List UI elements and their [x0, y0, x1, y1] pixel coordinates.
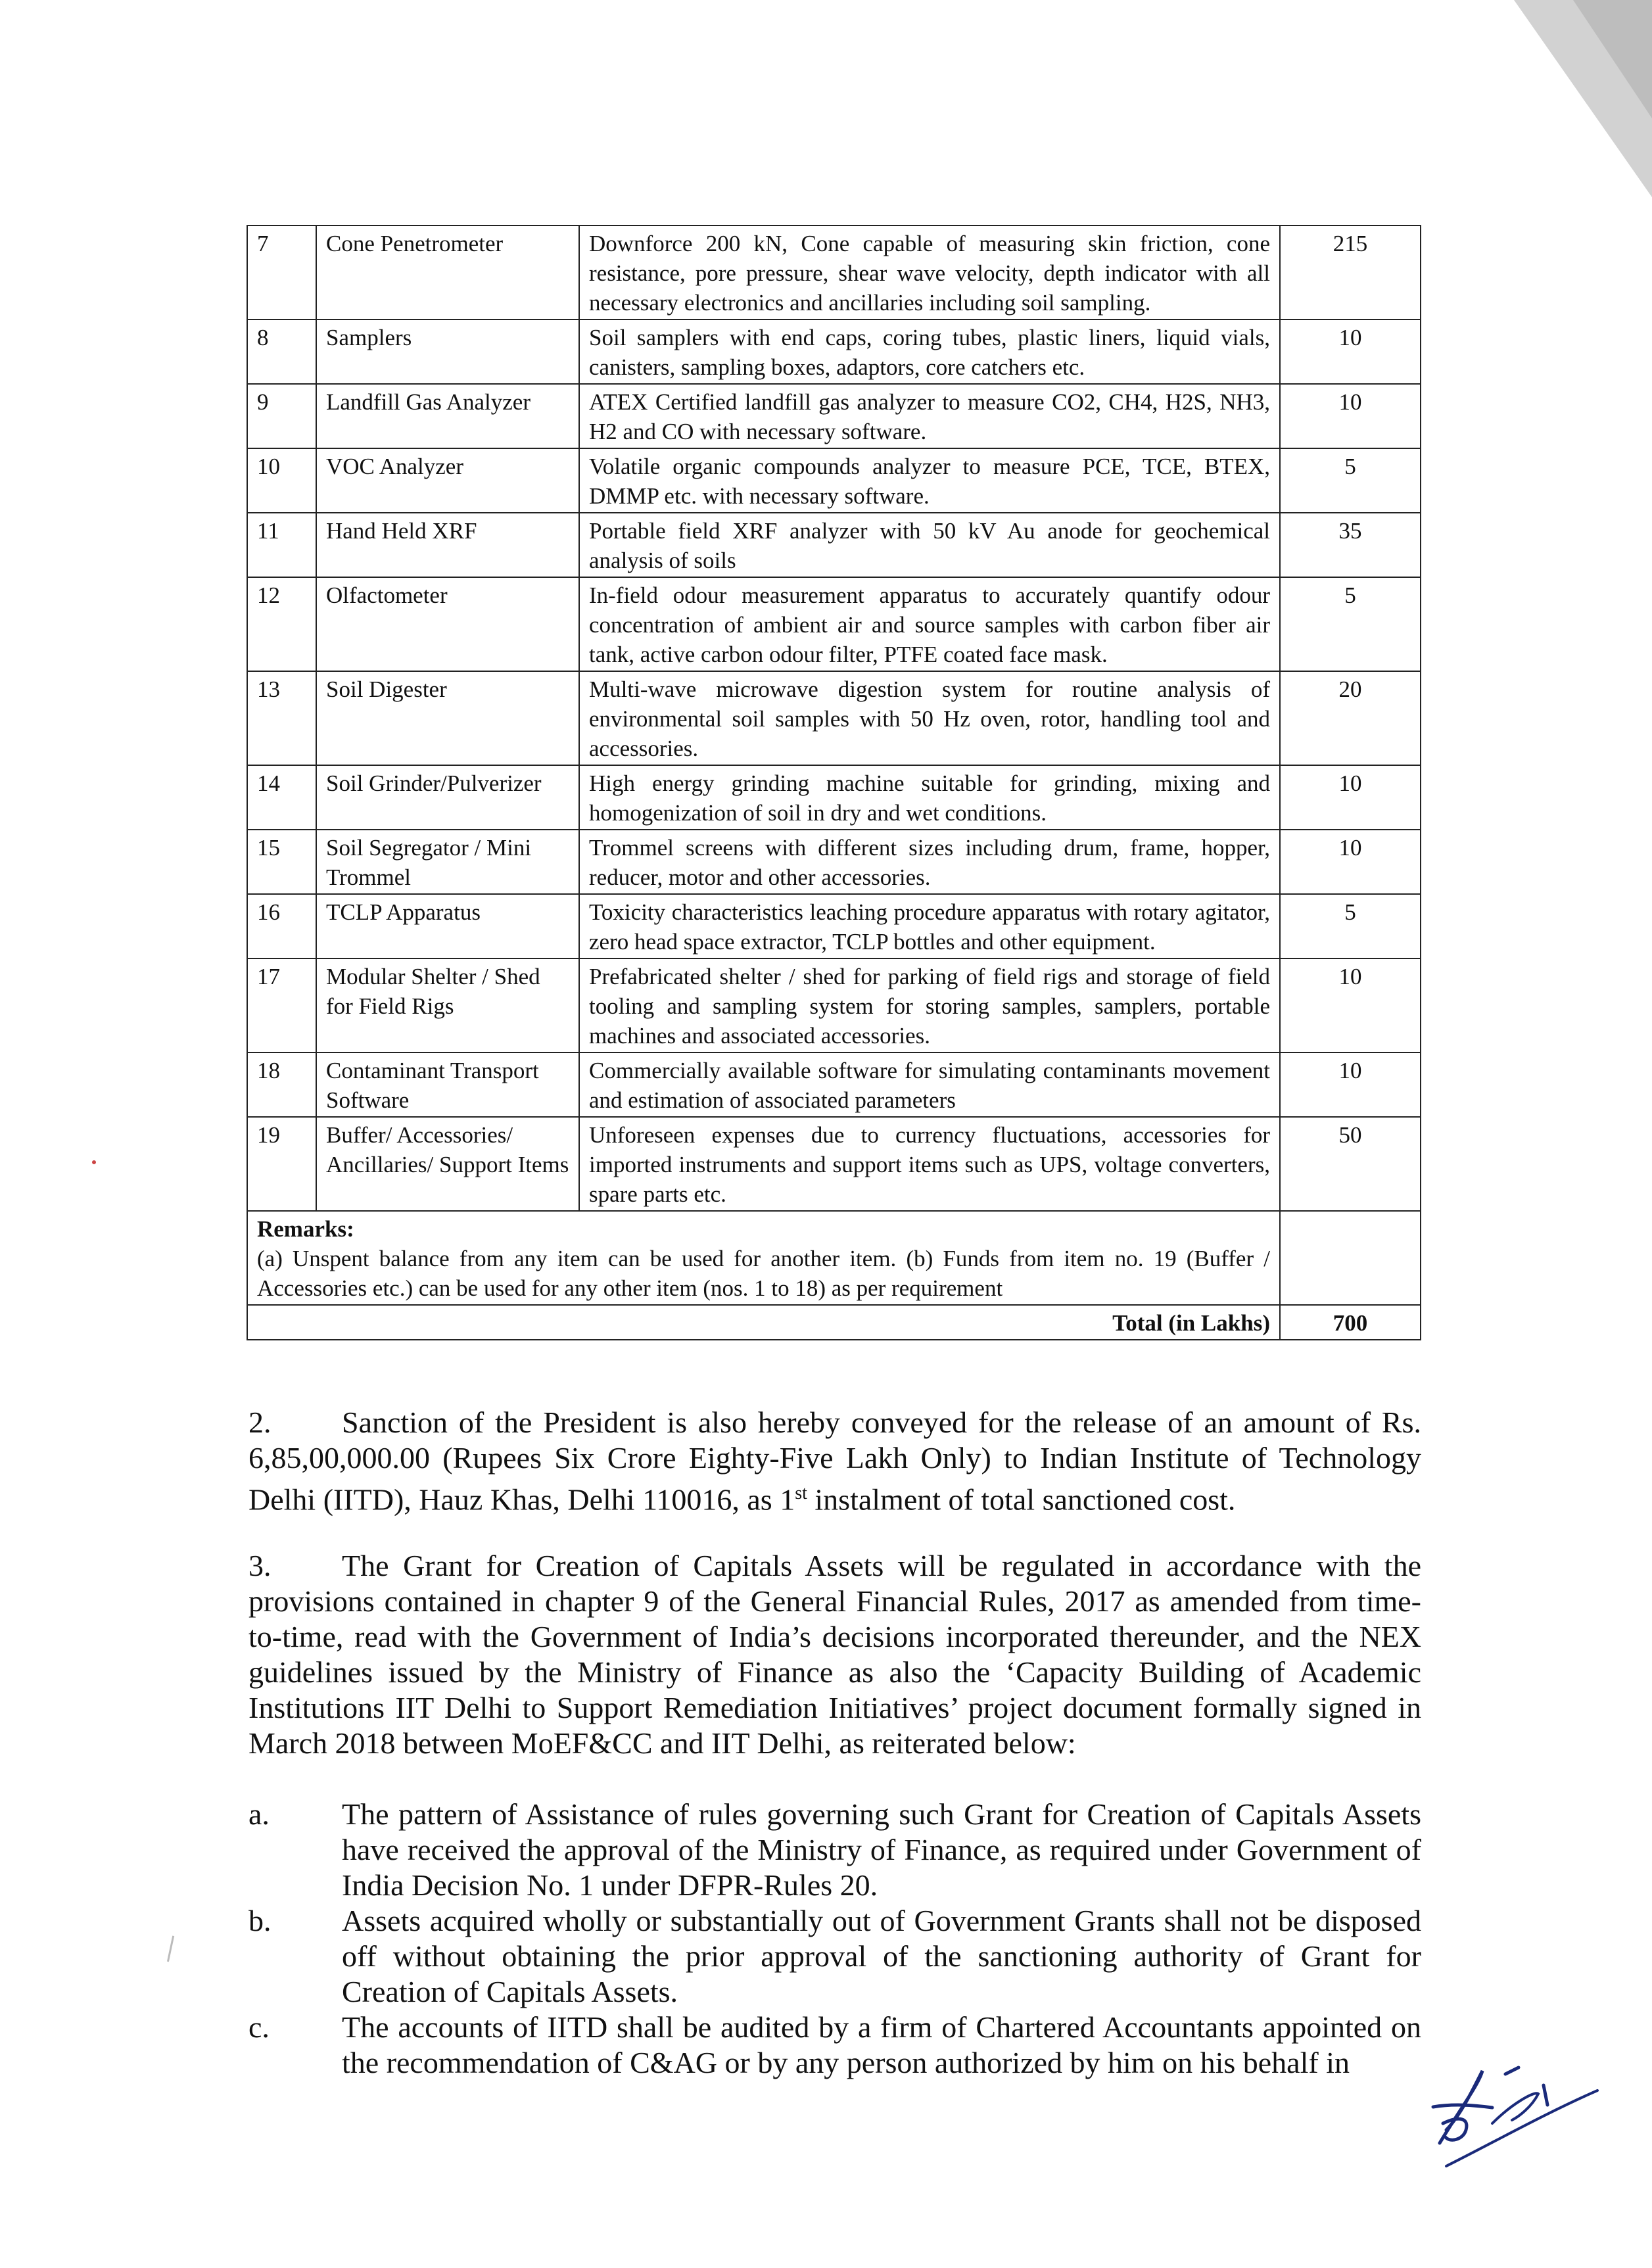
item-description-cell: High energy grinding machine suitable for grinding, mixing and homogenization of soil in dry and wet conditions.	[579, 765, 1280, 830]
table-row	[247, 384, 1421, 448]
table-row	[247, 958, 1421, 1052]
item-number-cell: 14	[247, 765, 316, 830]
item-description-cell: Downforce 200 kN, Cone capable of measuring skin friction, cone resistance, pore pressure, shear wave velocity, depth indicator with all necessary electronics and ancillaries including soil sampling.	[579, 225, 1280, 319]
item-number-cell: 19	[247, 1117, 316, 1211]
paragraph-2-text-b: instalment of total sanctioned cost.	[807, 1482, 1236, 1517]
item-amount-cell: 20	[1280, 671, 1421, 765]
paragraph-3-number: 3.	[248, 1549, 271, 1582]
paragraph-3	[248, 1548, 1421, 1761]
items-table	[247, 225, 1421, 1340]
table-row	[247, 319, 1421, 384]
total-value: 700	[1280, 1305, 1421, 1340]
table-row	[247, 894, 1421, 958]
table-row	[247, 448, 1421, 513]
item-amount-cell: 10	[1280, 319, 1421, 384]
item-number-cell: 17	[247, 958, 316, 1052]
item-amount-cell: 5	[1280, 448, 1421, 513]
item-description-cell: Toxicity characteristics leaching procedure apparatus with rotary agitator, zero head space extractor, TCLP bottles and other equipment.	[579, 894, 1280, 958]
item-amount-cell: 10	[1280, 765, 1421, 830]
total-row	[247, 1305, 1421, 1340]
total-label: Total (in Lakhs)	[247, 1305, 1280, 1340]
item-description-cell: Trommel screens with different sizes including drum, frame, hopper, reducer, motor and other accessories.	[579, 830, 1280, 894]
item-number-cell: 12	[247, 577, 316, 671]
list-item-a-text: The pattern of Assistance of rules governing such Grant for Creation of Capitals Assets have received the approval of the Ministry of Finance, as required under Government of India Decision No. 1 under DFPR-Rules 20.	[342, 1797, 1421, 1902]
item-amount-cell: 5	[1280, 894, 1421, 958]
table-row	[247, 1052, 1421, 1117]
remarks-amount-cell	[1280, 1211, 1421, 1305]
item-number-cell: 11	[247, 513, 316, 577]
item-number-cell: 18	[247, 1052, 316, 1117]
table-row	[247, 671, 1421, 765]
item-description-cell: Commercially available software for simulating contaminants movement and estimation of associated parameters	[579, 1052, 1280, 1117]
item-amount-cell: 35	[1280, 513, 1421, 577]
item-name-cell: Cone Penetrometer	[316, 225, 579, 319]
item-description-cell: Volatile organic compounds analyzer to measure PCE, TCE, BTEX, DMMP etc. with necessary software.	[579, 448, 1280, 513]
item-number-cell: 7	[247, 225, 316, 319]
list-item-b-text: Assets acquired wholly or substantially out of Government Grants shall not be disposed off without obtaining the prior approval of the sanctioning authority of Grant for Creation of Capitals Assets.	[342, 1904, 1421, 2008]
item-name-cell: VOC Analyzer	[316, 448, 579, 513]
item-amount-cell: 10	[1280, 830, 1421, 894]
list-item-b-letter: b.	[248, 1904, 271, 1937]
paragraph-2-superscript: st	[795, 1483, 807, 1503]
item-description-cell: ATEX Certified landfill gas analyzer to measure CO2, CH4, H2S, NH3, H2 and CO with necessary software.	[579, 384, 1280, 448]
paragraph-2-text-a: Sanction of the President is also hereby conveyed for the release of an amount of Rs. 6,85,00,000.00 (Rupees Six Crore Eighty-Five Lakh Only) to Indian Institute of Technology Delhi (IITD), Hauz Khas, Delhi 110016, as 1	[248, 1406, 1421, 1517]
list-item-c	[248, 2010, 1421, 2081]
item-number-cell: 8	[247, 319, 316, 384]
item-name-cell: Contaminant Transport Software	[316, 1052, 579, 1117]
list-item-a	[248, 1797, 1421, 1903]
item-description-cell: Multi-wave microwave digestion system for routine analysis of environmental soil samples with 50 Hz oven, rotor, handling tool and accessories.	[579, 671, 1280, 765]
scan-artifact-mark	[167, 1936, 178, 1963]
list-item-b	[248, 1903, 1421, 2010]
table-row	[247, 765, 1421, 830]
item-name-cell: Hand Held XRF	[316, 513, 579, 577]
item-number-cell: 16	[247, 894, 316, 958]
item-name-cell: Landfill Gas Analyzer	[316, 384, 579, 448]
list-item-c-letter: c.	[248, 2010, 270, 2044]
remarks-row	[247, 1211, 1421, 1305]
item-amount-cell: 10	[1280, 958, 1421, 1052]
item-number-cell: 13	[247, 671, 316, 765]
paragraph-2	[248, 1405, 1421, 1517]
item-name-cell: TCLP Apparatus	[316, 894, 579, 958]
item-name-cell: Buffer/ Accessories/ Ancillaries/ Support Items	[316, 1117, 579, 1211]
item-amount-cell: 10	[1280, 1052, 1421, 1117]
item-number-cell: 15	[247, 830, 316, 894]
table-row	[247, 225, 1421, 319]
item-description-cell: Prefabricated shelter / shed for parking of field rigs and storage of field tooling and sampling system for storing samples, samplers, portable machines and associated accessories.	[579, 958, 1280, 1052]
item-number-cell: 9	[247, 384, 316, 448]
item-name-cell: Olfactometer	[316, 577, 579, 671]
table-row	[247, 1117, 1421, 1211]
list-item-c-text: The accounts of IITD shall be audited by a firm of Chartered Accountants appointed on the recommendation of C&AG or by any person authorized by him on his behalf in	[342, 2010, 1421, 2079]
item-amount-cell: 50	[1280, 1117, 1421, 1211]
remarks-cell	[247, 1211, 1280, 1305]
list-item-a-letter: a.	[248, 1797, 270, 1831]
item-name-cell: Soil Digester	[316, 671, 579, 765]
table-row	[247, 830, 1421, 894]
item-description-cell: In-field odour measurement apparatus to accurately quantify odour concentration of ambient air and source samples with carbon fiber air tank, active carbon odour filter, PTFE coated face mask.	[579, 577, 1280, 671]
item-name-cell: Modular Shelter / Shed for Field Rigs	[316, 958, 579, 1052]
paragraph-3-text: The Grant for Creation of Capitals Assets will be regulated in accordance with the provisions contained in chapter 9 of the General Financial Rules, 2017 as amended from time-to-time, read with the Government of India’s decisions incorporated thereunder, and the NEX guidelines issued by the Ministry of Finance as also the ‘Capacity Building of Academic Institutions IIT Delhi to Support Remediation Initiatives’ project document formally signed in March 2018 between MoEF&CC and IIT Delhi, as reiterated below:	[248, 1549, 1421, 1760]
remarks-heading: Remarks:	[257, 1216, 354, 1242]
item-amount-cell: 10	[1280, 384, 1421, 448]
remarks-text: (a) Unspent balance from any item can be used for another item. (b) Funds from item no. 19 (Buffer / Accessories etc.) can be used for any other item (nos. 1 to 18) as per requirement	[257, 1246, 1270, 1301]
table-row	[247, 577, 1421, 671]
item-amount-cell: 5	[1280, 577, 1421, 671]
item-name-cell: Soil Grinder/Pulverizer	[316, 765, 579, 830]
scanned-corner-fold-shade	[1573, 0, 1652, 118]
handwritten-initials-signature	[1420, 2044, 1604, 2176]
item-description-cell: Unforeseen expenses due to currency fluctuations, accessories for imported instruments and support items such as UPS, voltage converters, spare parts etc.	[579, 1117, 1280, 1211]
item-number-cell: 10	[247, 448, 316, 513]
scan-artifact-dot	[92, 1160, 96, 1164]
item-description-cell: Soil samplers with end caps, coring tubes, plastic liners, liquid vials, canisters, sampling boxes, adaptors, core catchers etc.	[579, 319, 1280, 384]
items-table-body	[247, 225, 1421, 1211]
item-name-cell: Soil Segregator / Mini Trommel	[316, 830, 579, 894]
item-description-cell: Portable field XRF analyzer with 50 kV Au anode for geochemical analysis of soils	[579, 513, 1280, 577]
paragraph-2-number: 2.	[248, 1406, 271, 1439]
item-name-cell: Samplers	[316, 319, 579, 384]
item-amount-cell: 215	[1280, 225, 1421, 319]
table-row	[247, 513, 1421, 577]
